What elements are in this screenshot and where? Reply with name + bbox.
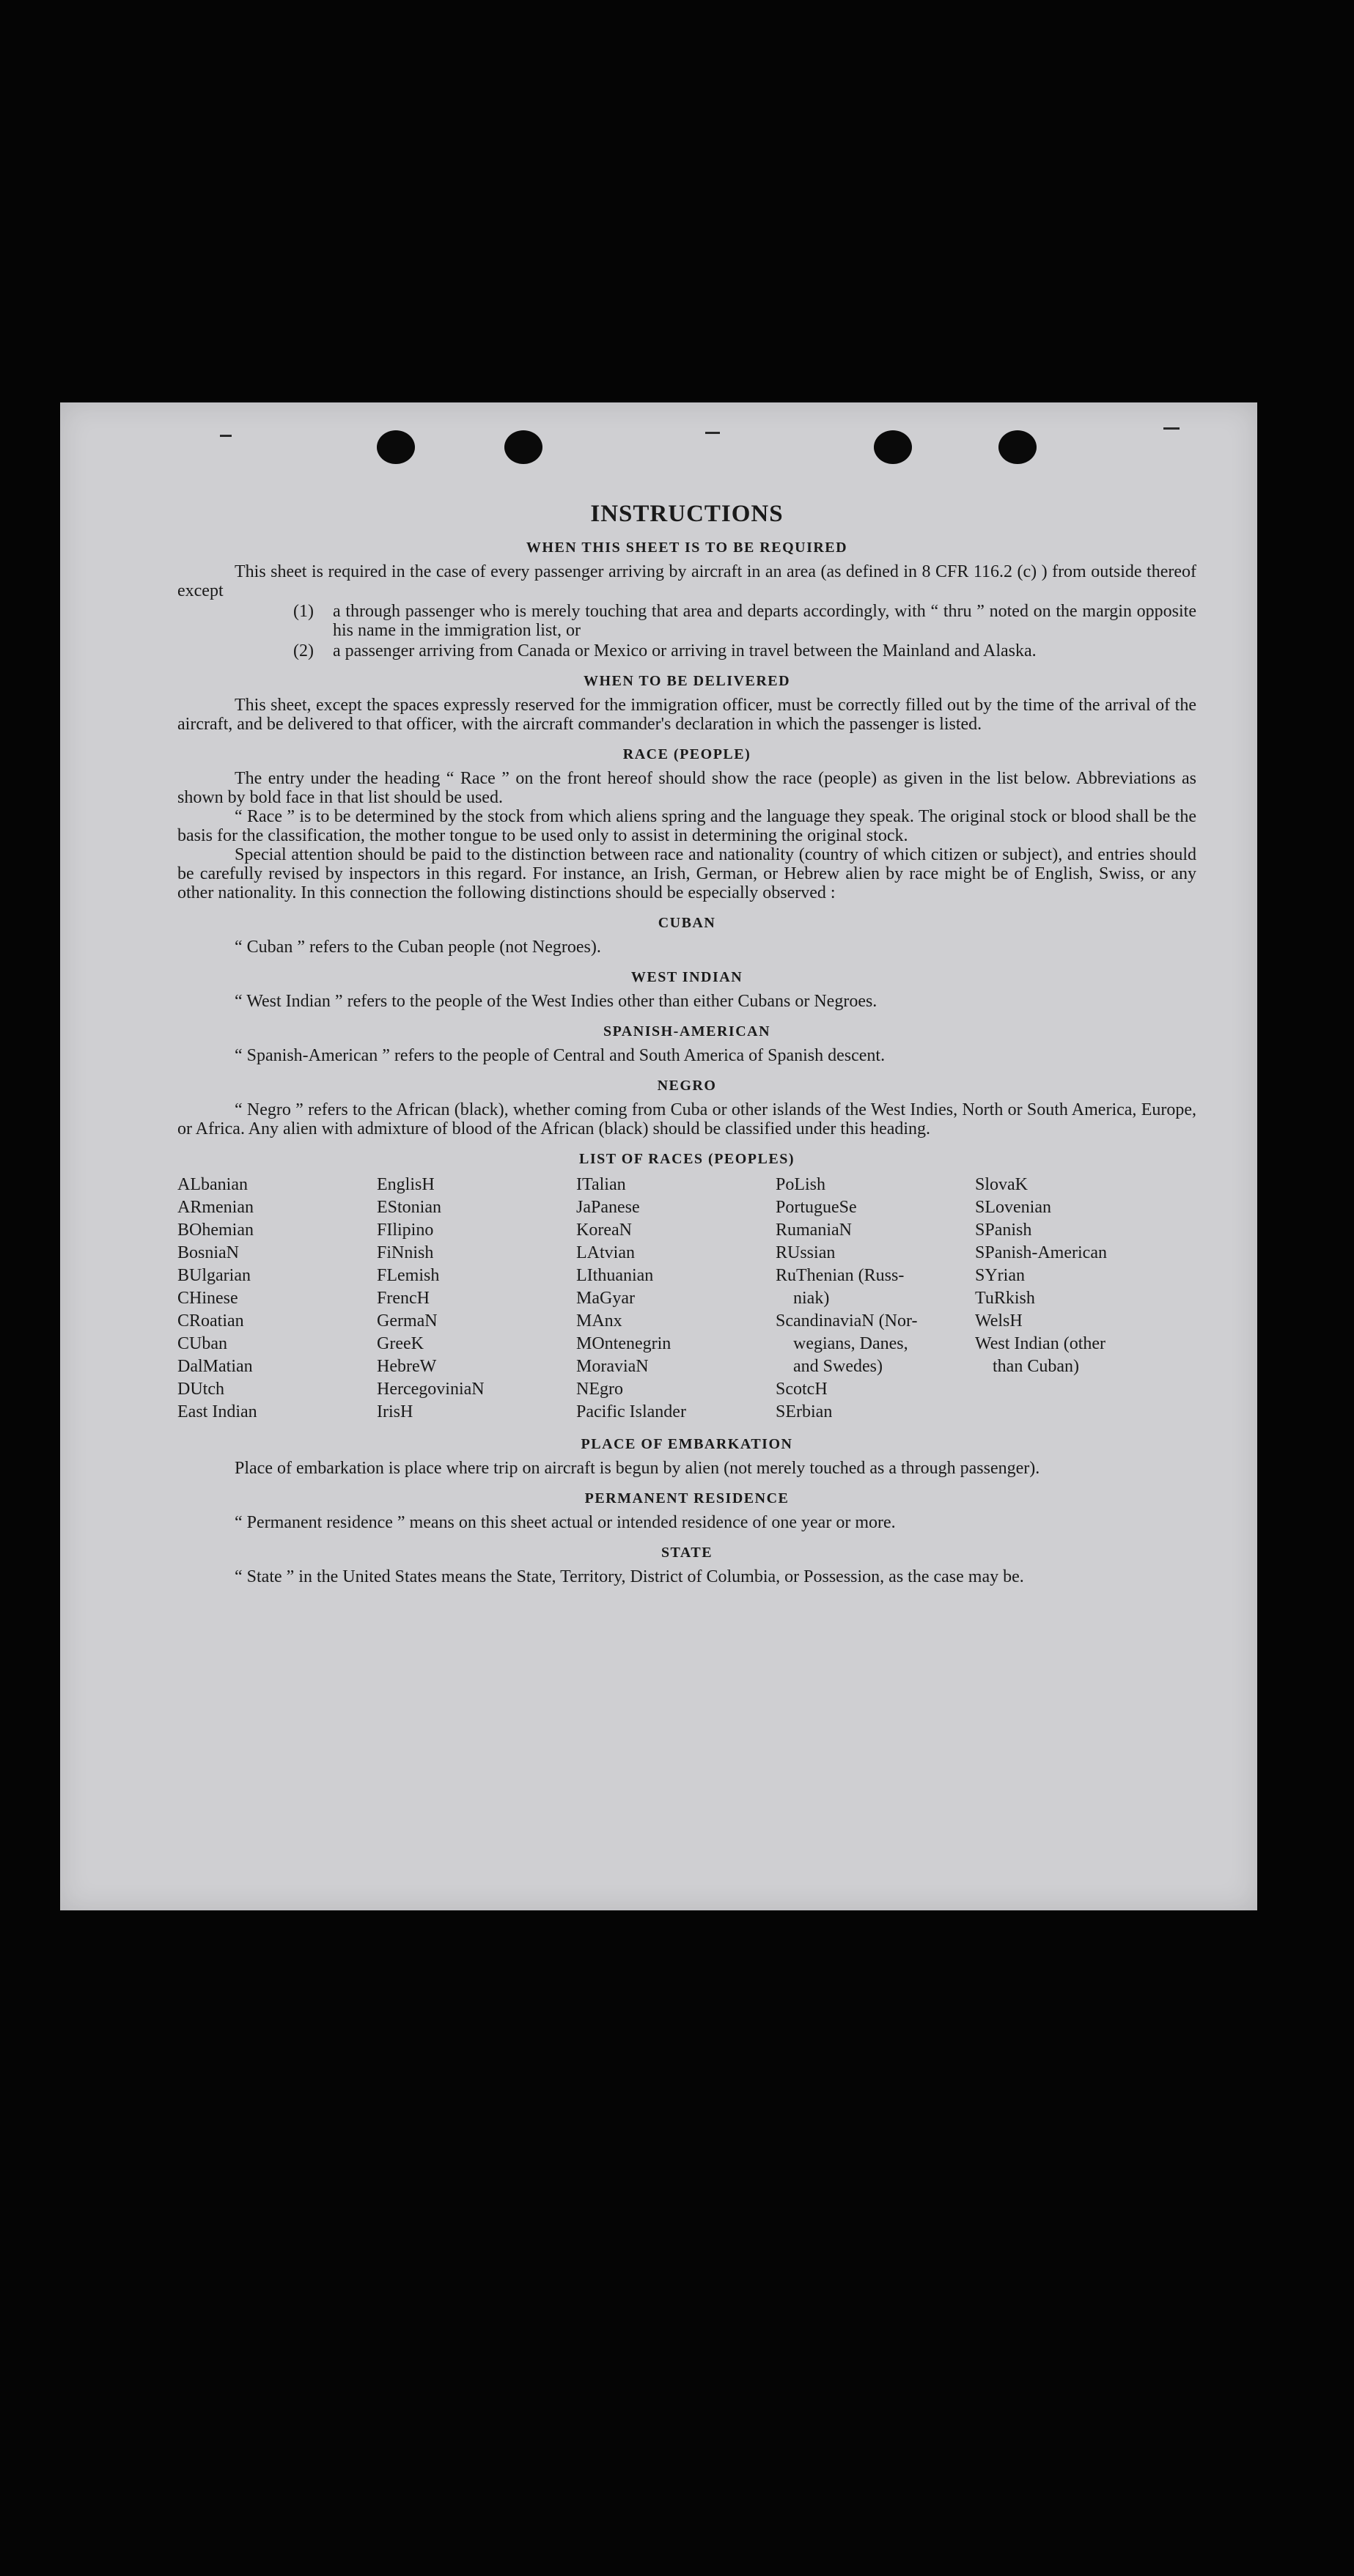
- race-entry: West Indian (other: [975, 1334, 1106, 1353]
- race-entry: ALbanian: [177, 1175, 248, 1194]
- race-entry: FiNnish: [377, 1243, 434, 1262]
- race-entry: HercegoviniaN: [377, 1380, 485, 1399]
- race-paragraph-3: Special attention should be paid to the distinction between race and nationality (country of which citizen or subject), and entries should be carefully revised by inspectors in this regard. For instance, an Irish, German, or Hebrew alien by race might be of English, Swiss, or any other nationality. In this connection the following distinctions should be especially observed :: [177, 845, 1196, 902]
- race-entry: WelsH: [975, 1311, 1023, 1331]
- races-column-3: [576, 1174, 776, 1424]
- race-entry: KoreaN: [576, 1221, 632, 1240]
- race-entry: EStonian: [377, 1198, 441, 1217]
- race-entry: SPanish-American: [975, 1243, 1107, 1262]
- spanish-american-text: “ Spanish-American ” refers to the people of Central and South America of Spanish descent.: [235, 1046, 886, 1065]
- delivered-text: This sheet, except the spaces expressly reserved for the immigration officer, must be correctly filled out by the time of the arrival of the aircraft, and be delivered to that officer, with the aircraft commander's declaration in which the passenger is listed.: [177, 696, 1196, 734]
- races-column-2: [377, 1174, 576, 1424]
- race-entry: BosniaN: [177, 1243, 239, 1262]
- required-item-1: (1) a through passenger who is merely touching that area and departs accordingly, with “ thru ” noted on the margin opposite his name in the immigration list, or: [293, 602, 1196, 640]
- race-entry: MOntenegrin: [576, 1334, 672, 1353]
- section-heading-state: STATE: [661, 1545, 713, 1561]
- race-entry: LIthuanian: [576, 1266, 654, 1285]
- embarkation-text: Place of embarkation is place where trip on aircraft is begun by alien (not merely touched as a through passenger).: [235, 1459, 1040, 1478]
- race-entry: RumaniaN: [776, 1221, 852, 1240]
- negro-text: “ Negro ” refers to the African (black), whether coming from Cuba or other islands of the West Indies, North or South America, Europe, or Africa. Any alien with admixture of blood of the African (black) should be classified under this heading.: [177, 1100, 1196, 1138]
- races-column-1: [177, 1174, 377, 1424]
- race-entry: ScotcH: [776, 1380, 828, 1399]
- race-entry: MAnx: [576, 1311, 622, 1331]
- race-entry: FrencH: [377, 1289, 430, 1308]
- punch-hole: [504, 430, 542, 464]
- race-entry: CUban: [177, 1334, 227, 1353]
- scan-speck: [220, 435, 232, 437]
- section-heading-embarkation: PLACE OF EMBARKATION: [581, 1436, 793, 1452]
- races-list: [177, 1174, 1196, 1424]
- race-entry: ScandinaviaN (Nor-: [776, 1311, 918, 1331]
- instructions-content: [177, 501, 1196, 1586]
- required-intro: This sheet is required in the case of every passenger arriving by aircraft in an area (as defined in 8 CFR 116.2 (c) ) from outside thereof except: [177, 562, 1196, 600]
- page-title: INSTRUCTIONS: [590, 501, 784, 527]
- race-entry: SYrian: [975, 1266, 1025, 1285]
- race-entry: than Cuban): [993, 1357, 1079, 1376]
- race-entry: SLovenian: [975, 1198, 1051, 1217]
- race-entry: IrisH: [377, 1402, 413, 1421]
- race-entry: BUlgarian: [177, 1266, 251, 1285]
- west-indian-text: “ West Indian ” refers to the people of the West Indies other than either Cubans or Negroes.: [235, 992, 877, 1011]
- section-heading-race: RACE (PEOPLE): [622, 746, 751, 762]
- race-entry: ITalian: [576, 1175, 626, 1194]
- required-item-2: (2) a passenger arriving from Canada or Mexico or arriving in travel between the Mainland and Alaska.: [293, 641, 1037, 660]
- scan-speck: [1163, 427, 1180, 430]
- races-column-5: [975, 1174, 1195, 1424]
- race-entry: and Swedes): [793, 1357, 883, 1376]
- race-entry: FLemish: [377, 1266, 440, 1285]
- race-paragraph-2: “ Race ” is to be determined by the stock from which aliens spring and the language they speak. The original stock or blood shall be the basis for the classification, the mother tongue to be used only to assist in determining the original stock.: [177, 807, 1196, 845]
- races-column-4: [776, 1174, 975, 1424]
- race-entry: GreeK: [377, 1334, 424, 1353]
- race-entry: PortugueSe: [776, 1198, 857, 1217]
- section-heading-delivered: WHEN TO BE DELIVERED: [583, 673, 791, 689]
- race-entry: niak): [793, 1289, 830, 1308]
- race-entry: JaPanese: [576, 1198, 640, 1217]
- scan-speck: [705, 432, 720, 434]
- race-entry: RUssian: [776, 1243, 836, 1262]
- document-page: [60, 402, 1257, 1910]
- race-entry: SlovaK: [975, 1175, 1028, 1194]
- race-entry: FIlipino: [377, 1221, 434, 1240]
- race-entry: HebreW: [377, 1357, 437, 1376]
- section-heading-races-list: LIST OF RACES (PEOPLES): [578, 1151, 795, 1167]
- race-entry: DUtch: [177, 1380, 224, 1399]
- race-entry: RuThenian (Russ-: [776, 1266, 905, 1285]
- punch-hole: [874, 430, 912, 464]
- race-entry: wegians, Danes,: [793, 1334, 908, 1353]
- punch-hole: [998, 430, 1037, 464]
- state-text: “ State ” in the United States means the State, Territory, District of Columbia, or Possession, as the case may be.: [235, 1567, 1024, 1586]
- section-heading-cuban: CUBAN: [658, 915, 716, 931]
- race-entry: BOhemian: [177, 1221, 254, 1240]
- race-entry: TuRkish: [975, 1289, 1035, 1308]
- race-entry: Pacific Islander: [576, 1402, 686, 1421]
- race-entry: DalMatian: [177, 1357, 253, 1376]
- section-heading-required: WHEN THIS SHEET IS TO BE REQUIRED: [526, 540, 848, 556]
- race-entry: CHinese: [177, 1289, 238, 1308]
- race-entry: MaGyar: [576, 1289, 635, 1308]
- race-entry: GermaN: [377, 1311, 438, 1331]
- race-entry: CRoatian: [177, 1311, 244, 1331]
- race-entry: SPanish: [975, 1221, 1032, 1240]
- race-paragraph-1: The entry under the heading “ Race ” on the front hereof should show the race (people) as given in the list below. Abbreviations as shown by bold face in that list should be used.: [177, 769, 1196, 807]
- cuban-text: “ Cuban ” refers to the Cuban people (not Negroes).: [235, 938, 601, 957]
- race-entry: PoLish: [776, 1175, 826, 1194]
- residence-text: “ Permanent residence ” means on this sheet actual or intended residence of one year or more.: [235, 1513, 896, 1532]
- race-entry: NEgro: [576, 1380, 623, 1399]
- race-entry: SErbian: [776, 1402, 833, 1421]
- section-heading-negro: NEGRO: [657, 1078, 717, 1094]
- section-heading-residence: PERMANENT RESIDENCE: [584, 1490, 790, 1506]
- race-entry: ARmenian: [177, 1198, 254, 1217]
- race-entry: LAtvian: [576, 1243, 635, 1262]
- race-entry: MoraviaN: [576, 1357, 649, 1376]
- race-entry: East Indian: [177, 1402, 257, 1421]
- punch-hole: [377, 430, 415, 464]
- race-entry: EnglisH: [377, 1175, 435, 1194]
- section-heading-west-indian: WEST INDIAN: [630, 969, 743, 985]
- section-heading-spanish-american: SPANISH-AMERICAN: [603, 1023, 771, 1039]
